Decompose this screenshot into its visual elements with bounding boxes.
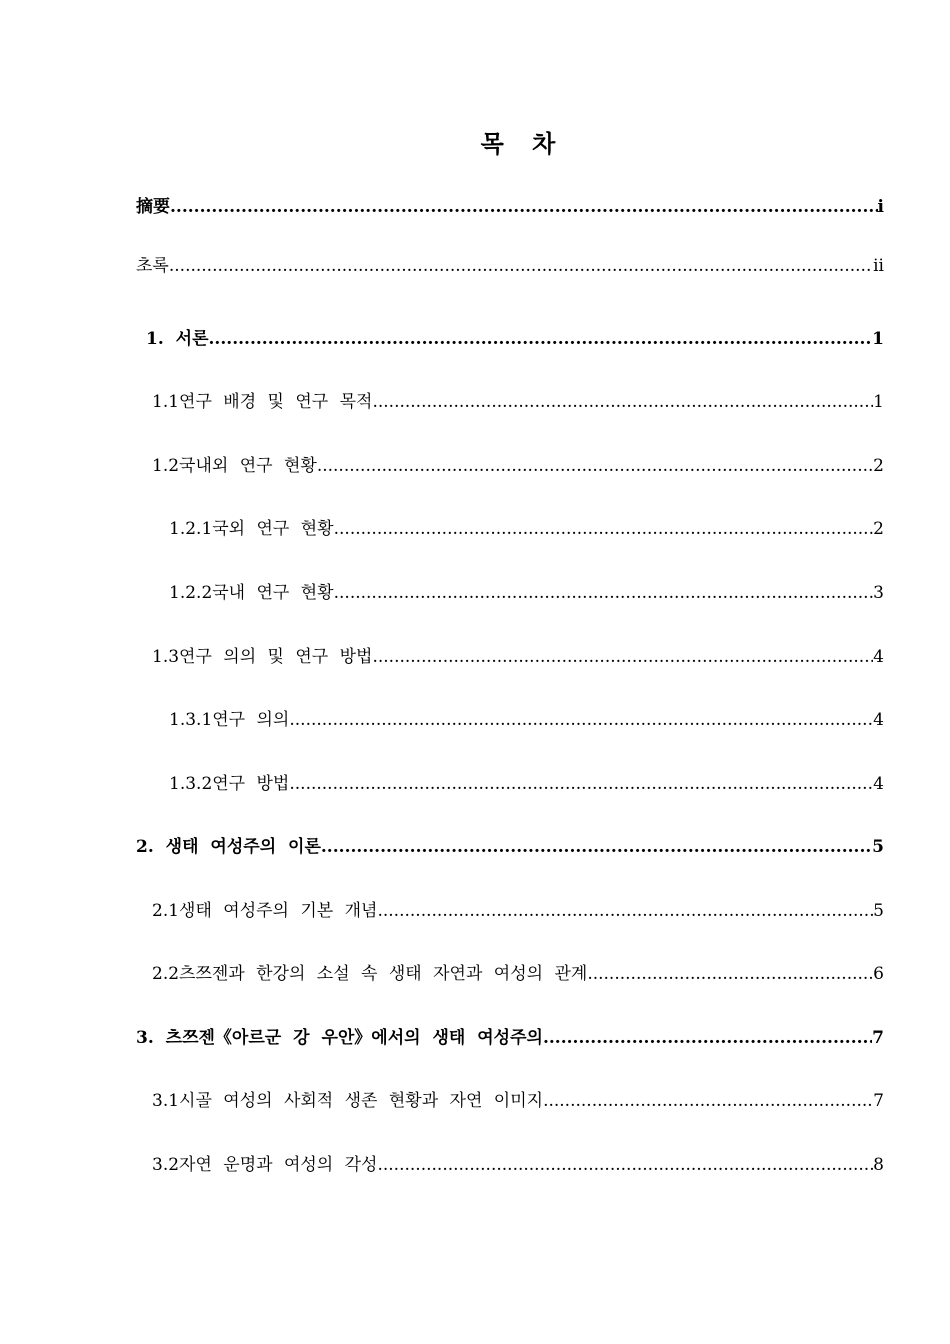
toc-leader-dots [372, 646, 873, 668]
toc-title: 목 차 [480, 129, 566, 158]
toc-entry-section-3-1 [152, 1090, 884, 1112]
toc-entry-section-1-2-2 [169, 582, 884, 604]
toc-leader-dots [334, 582, 874, 604]
toc-leader-dots [209, 328, 873, 350]
toc-entry-page: 5 [873, 901, 884, 921]
toc-entry-label: 3.2자연 운명과 여성의 각성 [152, 1155, 378, 1175]
toc-entry-page: 1 [873, 392, 884, 412]
toc-entry-label: 1.1연구 배경 및 연구 목적 [152, 392, 373, 412]
toc-leader-dots [587, 963, 873, 985]
toc-entry-section-1-3 [152, 646, 884, 668]
toc-leader-dots [334, 518, 874, 540]
toc-entry-abstract-korean [136, 255, 884, 277]
toc-entry-label: 1.3.1연구 의의 [169, 710, 290, 730]
toc-entry-page: 6 [873, 964, 884, 984]
toc-leader-dots [289, 709, 873, 731]
toc-entry-abstract-chinese [136, 196, 884, 218]
toc-leader-dots [169, 255, 873, 277]
toc-entry-page: 4 [873, 647, 884, 667]
toc-entry-page: 7 [872, 1028, 884, 1048]
toc-entry-label: 1.3연구 의의 및 연구 방법 [152, 647, 373, 667]
toc-entry-section-2-1 [152, 900, 884, 922]
toc-leader-dots [317, 455, 873, 477]
toc-entry-section-1-2-1 [169, 518, 884, 540]
toc-entry-label: 2.1생태 여성주의 기본 개념 [152, 901, 378, 921]
toc-entry-page: 1 [872, 329, 884, 349]
toc-entry-label: 1.2.1국외 연구 현황 [169, 519, 334, 539]
toc-entry-page: ii [873, 256, 884, 276]
toc-entry-page: 3 [873, 583, 884, 603]
toc-entry-chapter-3 [136, 1027, 884, 1049]
toc-entry-chapter-2 [136, 836, 884, 858]
toc-entry-chapter-1 [146, 328, 884, 350]
toc-leader-dots [377, 1154, 873, 1176]
toc-entry-page: 2 [873, 456, 884, 476]
toc-entry-label: 1.2.2국내 연구 현황 [169, 583, 334, 603]
toc-entry-page: 7 [873, 1091, 884, 1111]
toc-entry-label: 摘要 [136, 197, 170, 217]
toc-entry-label: 2.2츠쯔젠과 한강의 소설 속 생태 자연과 여성의 관계 [152, 964, 588, 984]
toc-entry-label: 3. 츠쯔젠《아르군 강 우안》에서의 생태 여성주의 [136, 1028, 543, 1048]
toc-leader-dots [321, 836, 872, 858]
toc-entry-label: 3.1시골 여성의 사회적 생존 현황과 자연 이미지 [152, 1091, 544, 1111]
toc-leader-dots [289, 773, 873, 795]
toc-entry-label: 1. 서론 [146, 329, 209, 349]
toc-entry-section-1-2 [152, 455, 884, 477]
toc-entry-section-1-3-2 [169, 773, 884, 795]
toc-entry-label: 초록 [136, 256, 169, 276]
toc-entry-page: 4 [873, 710, 884, 730]
toc-entry-section-2-2 [152, 963, 884, 985]
toc-entry-section-3-2 [152, 1154, 884, 1176]
toc-entry-page: i [877, 197, 884, 217]
toc-entry-section-1-3-1 [169, 709, 884, 731]
toc-entry-label: 1.2국내외 연구 현황 [152, 456, 317, 476]
toc-leader-dots [543, 1027, 872, 1049]
toc-leader-dots [377, 900, 873, 922]
toc-entry-section-1-1 [152, 391, 884, 413]
toc-leader-dots [170, 196, 878, 218]
toc-leader-dots [543, 1090, 873, 1112]
toc-entry-label: 2. 생태 여성주의 이론 [136, 837, 321, 857]
toc-entry-page: 2 [873, 519, 884, 539]
toc-entry-page: 4 [873, 774, 884, 794]
toc-leader-dots [372, 391, 873, 413]
toc-entry-label: 1.3.2연구 방법 [169, 774, 290, 794]
toc-entry-page: 8 [873, 1155, 884, 1175]
toc-entry-page: 5 [872, 837, 884, 857]
